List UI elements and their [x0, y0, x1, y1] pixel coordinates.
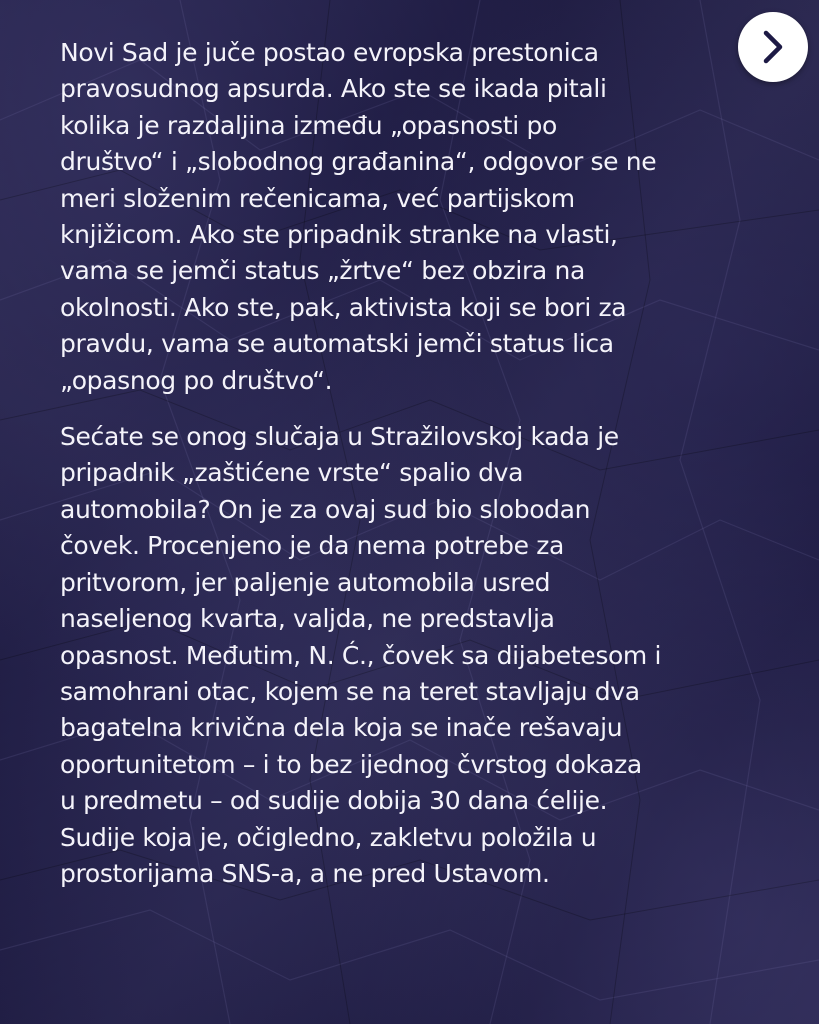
- article-paragraph: Sećate se onog slučaja u Stražilovskoj kada je pripadnik „zaštićene vrste“ spalio dva automobila? On je za ovaj sud bio slobodan čovek. Procenjeno je da nema potrebe za pritvorom, jer paljenje automobila usred naseljenog kvarta, valjda, ne predstavlja opasnost. Međutim, N. Ć., čovek sa dijabetesom i samohrani otac, kojem se na teret stavljaju dva bagatelna krivična dela koja se inače rešavaju oportunitetom – i to bez ijednog čvrstog dokaza u predmetu – od sudije dobija 30 dana ćelije. Sudije koja je, očigledno, zakletvu položila u prostorijama SNS-a, a ne pred Ustavom.: [60, 422, 662, 888]
- next-button[interactable]: [738, 12, 808, 82]
- chevron-right-icon: [760, 29, 786, 65]
- article-paragraph: Novi Sad je juče postao evropska prestonica pravosudnog apsurda. Ako ste se ikada pitali kolika je razdaljina između „opasnosti po društvo“ i „slobodnog građanina“, odgovor se ne meri složenim rečenicama, već partijskom knjižicom. Ako ste pripadnik stranke na vlasti, vama se jemči status „žrtve“ bez obzira na okolnosti. Ako ste, pak, aktivista koji se bori za pravdu, vama se automatski jemči status lica „opasnog po društvo“.: [60, 38, 657, 395]
- article-body: [60, 35, 760, 892]
